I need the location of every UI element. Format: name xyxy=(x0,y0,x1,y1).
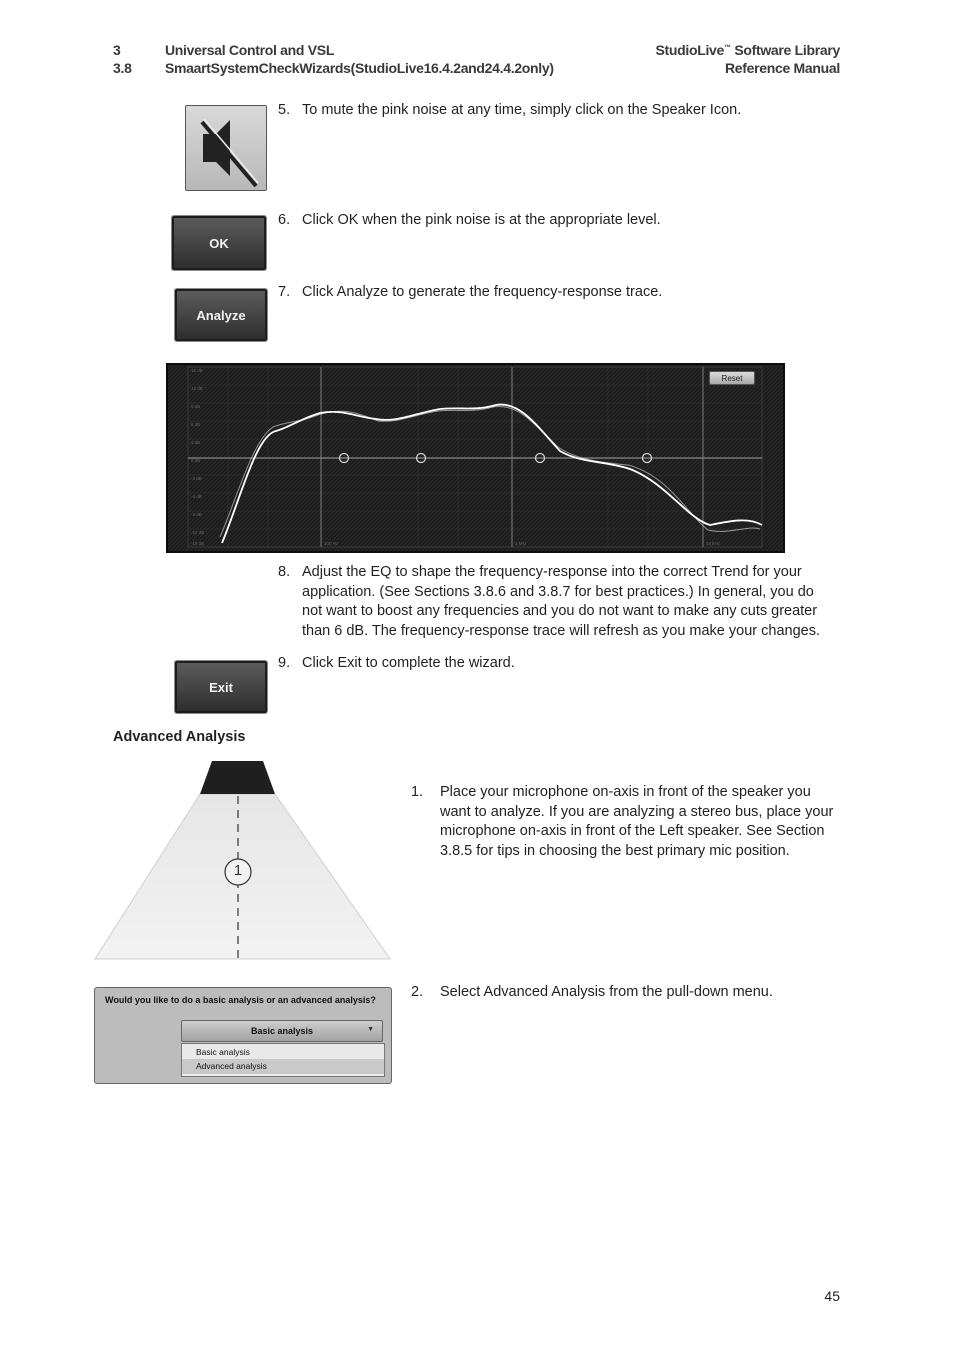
speaker-muted-icon xyxy=(186,106,266,190)
chevron-down-icon: ▼ xyxy=(367,1026,374,1033)
ok-button[interactable]: OK xyxy=(172,216,266,270)
y-tick: -9 dB xyxy=(191,512,202,517)
step-line: want to analyze. If you are analyzing a stereo bus, place your xyxy=(440,803,834,820)
manual-title: Reference Manual xyxy=(724,60,840,76)
exit-button[interactable]: Exit xyxy=(175,661,267,713)
y-tick: -12 dB xyxy=(191,530,205,535)
step-line: microphone on-axis in front of the Left speaker. See Section xyxy=(440,823,825,839)
y-tick: 6 dB xyxy=(191,422,201,427)
step-line: not want to boost any frequencies and you do not want to make any cuts greater xyxy=(302,603,818,619)
step-number: 7. xyxy=(278,284,291,300)
option-advanced-analysis[interactable]: Advanced analysis xyxy=(196,1061,267,1071)
advanced-step-1 xyxy=(411,783,841,863)
product-suffix: Software Library xyxy=(730,42,840,58)
mic-position-marker: 1 xyxy=(233,862,243,879)
step-text: Click OK when the pink noise is at the appropriate level. xyxy=(302,212,661,228)
section-title: SmaartSystemCheckWizards(StudioLive16.4.2and24.4.2only) xyxy=(165,60,554,76)
step-line: Adjust the EQ to shape the frequency-response into the correct Trend for your xyxy=(302,564,802,580)
step-text xyxy=(440,783,833,861)
step-number: 6. xyxy=(278,212,291,228)
graph-plot xyxy=(168,365,783,551)
y-tick: -15 dB xyxy=(191,541,205,546)
reset-button[interactable]: Reset xyxy=(709,371,755,385)
section-heading: Advanced Analysis xyxy=(113,729,246,745)
step-number: 2. xyxy=(411,984,424,1000)
option-basic-analysis[interactable]: Basic analysis xyxy=(196,1047,250,1057)
speaker-mute-button[interactable] xyxy=(185,105,267,191)
x-tick: 10 kHz xyxy=(706,541,721,546)
section-number: 3.8 xyxy=(113,60,132,76)
y-tick: 15 dB xyxy=(191,368,203,373)
step-text: To mute the pink noise at any time, simply click on the Speaker Icon. xyxy=(302,102,742,118)
speaker-shape xyxy=(200,761,275,794)
step-8 xyxy=(278,563,838,643)
frequency-response-graph[interactable] xyxy=(166,363,785,553)
step-text xyxy=(302,563,820,641)
y-tick: 9 dB xyxy=(191,404,201,409)
analysis-type-dropdown[interactable] xyxy=(181,1020,383,1042)
step-number: 5. xyxy=(278,102,291,118)
y-tick: -3 dB xyxy=(191,476,202,481)
analysis-type-dialog xyxy=(94,987,392,1084)
step-number: 9. xyxy=(278,655,291,671)
step-text: Click Analyze to generate the frequency-response trace. xyxy=(302,284,663,300)
dropdown-options xyxy=(181,1043,385,1077)
step-line: 3.8.5 for tips in choosing the best primary mic position. xyxy=(440,842,790,859)
product-title xyxy=(655,42,840,58)
product-name: StudioLive xyxy=(655,42,725,58)
step-text: Click Exit to complete the wizard. xyxy=(302,655,515,671)
dropdown-value: Basic analysis xyxy=(250,1026,314,1036)
step-line: than 6 dB. The frequency-response trace will refresh as you make your changes. xyxy=(302,622,820,639)
x-tick: 100 Hz xyxy=(324,541,339,546)
chapter-title: Universal Control and VSL xyxy=(165,42,335,58)
mic-placement-diagram xyxy=(94,760,392,962)
y-tick: 0 dB xyxy=(191,458,201,463)
analyze-button[interactable]: Analyze xyxy=(175,289,267,341)
y-tick: -6 dB xyxy=(191,494,202,499)
x-tick: 1 kHz xyxy=(515,541,527,546)
step-line: Place your microphone on-axis in front of the speaker you xyxy=(440,784,811,800)
chapter-number: 3 xyxy=(113,42,121,58)
dialog-question: Would you like to do a basic analysis or an advanced analysis? xyxy=(105,995,376,1005)
page-number: 45 xyxy=(824,1288,840,1304)
y-axis-labels xyxy=(191,367,211,547)
y-tick: 12 dB xyxy=(191,386,203,391)
step-number: 1. xyxy=(411,784,424,800)
trademark: ™ xyxy=(724,44,731,52)
step-line: application. (See Sections 3.8.6 and 3.8.7 for best practices.) In general, you do xyxy=(302,583,814,600)
step-number: 8. xyxy=(278,564,291,580)
y-tick: 3 dB xyxy=(191,440,201,445)
step-text: Select Advanced Analysis from the pull-down menu. xyxy=(440,984,773,1000)
